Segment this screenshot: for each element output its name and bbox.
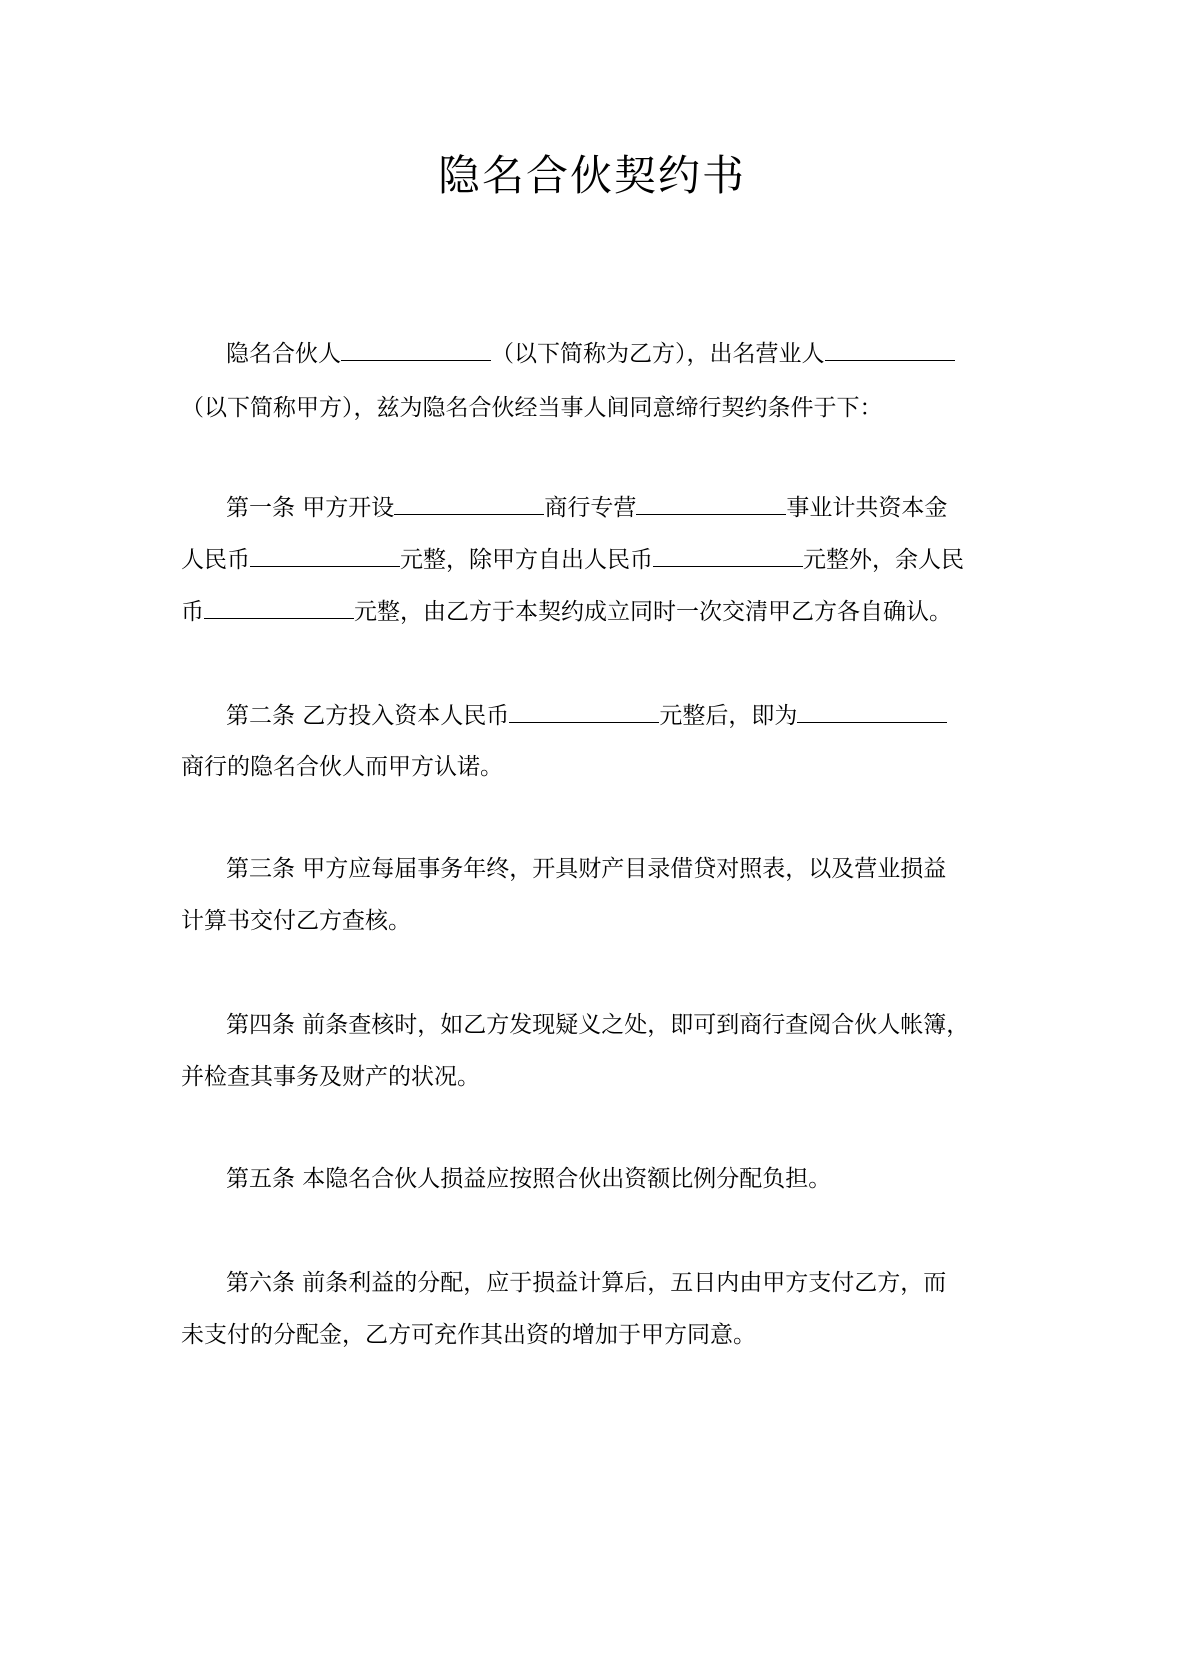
document-title: 隐名合伙契约书	[437, 151, 746, 200]
business-scope-blank[interactable]	[636, 492, 786, 515]
party-b-capital-blank[interactable]	[509, 700, 659, 723]
article-text: 事业计共资本金	[786, 495, 948, 521]
silent-partner-name-blank[interactable]	[341, 338, 491, 361]
named-operator-blank[interactable]	[825, 338, 955, 361]
article-text: 币	[181, 599, 204, 625]
intro-text: 隐名合伙人	[226, 341, 341, 367]
article-2-line-2: 商行的隐名合伙人而甲方认诺。	[181, 754, 503, 780]
firm-name-blank-2[interactable]	[797, 700, 947, 723]
article-text: 元整，由乙方于本契约成立同时一次交清甲乙方各自确认。	[354, 599, 952, 625]
article-2-line-1	[181, 699, 947, 733]
intro-text: （以下简称为乙方），出名营业人	[491, 341, 825, 367]
remaining-capital-blank[interactable]	[204, 596, 354, 619]
article-text: 元整后，即为	[659, 703, 798, 729]
article-5-line-1: 第五条 本隐名合伙人损益应按照合伙出资额比例分配负担。	[226, 1166, 832, 1192]
article-1-line-1	[181, 491, 947, 525]
article-text: 人民币	[181, 547, 250, 573]
party-a-capital-blank[interactable]	[653, 544, 803, 567]
article-6-line-1: 第六条 前条利益的分配，应于损益计算后，五日内由甲方支付乙方，而	[226, 1270, 947, 1296]
article-4-line-2: 并检查其事务及财产的状况。	[181, 1064, 480, 1090]
article-text: 第一条 甲方开设	[226, 495, 395, 521]
intro-line-1	[181, 337, 955, 371]
article-6-line-2: 未支付的分配金，乙方可充作其出资的增加于甲方同意。	[181, 1322, 756, 1348]
article-text: 元整，除甲方自出人民币	[400, 547, 653, 573]
firm-name-blank[interactable]	[394, 492, 544, 515]
article-text: 元整外，余人民	[803, 547, 964, 573]
intro-line-2: （以下简称甲方），兹为隐名合伙经当事人间同意缔行契约条件于下：	[181, 395, 883, 421]
article-1-line-3	[181, 595, 952, 629]
article-3-line-1: 第三条 甲方应每届事务年终，开具财产目录借贷对照表，以及营业损益	[226, 856, 947, 882]
article-text: 商行专营	[544, 495, 637, 521]
article-4-line-1: 第四条 前条查核时，如乙方发现疑义之处，即可到商行查阅合伙人帐簿，	[226, 1012, 970, 1038]
article-3-line-2: 计算书交付乙方查核。	[181, 908, 411, 934]
article-1-line-2	[181, 543, 964, 577]
total-capital-blank[interactable]	[250, 544, 400, 567]
article-text: 第二条 乙方投入资本人民币	[226, 703, 510, 729]
